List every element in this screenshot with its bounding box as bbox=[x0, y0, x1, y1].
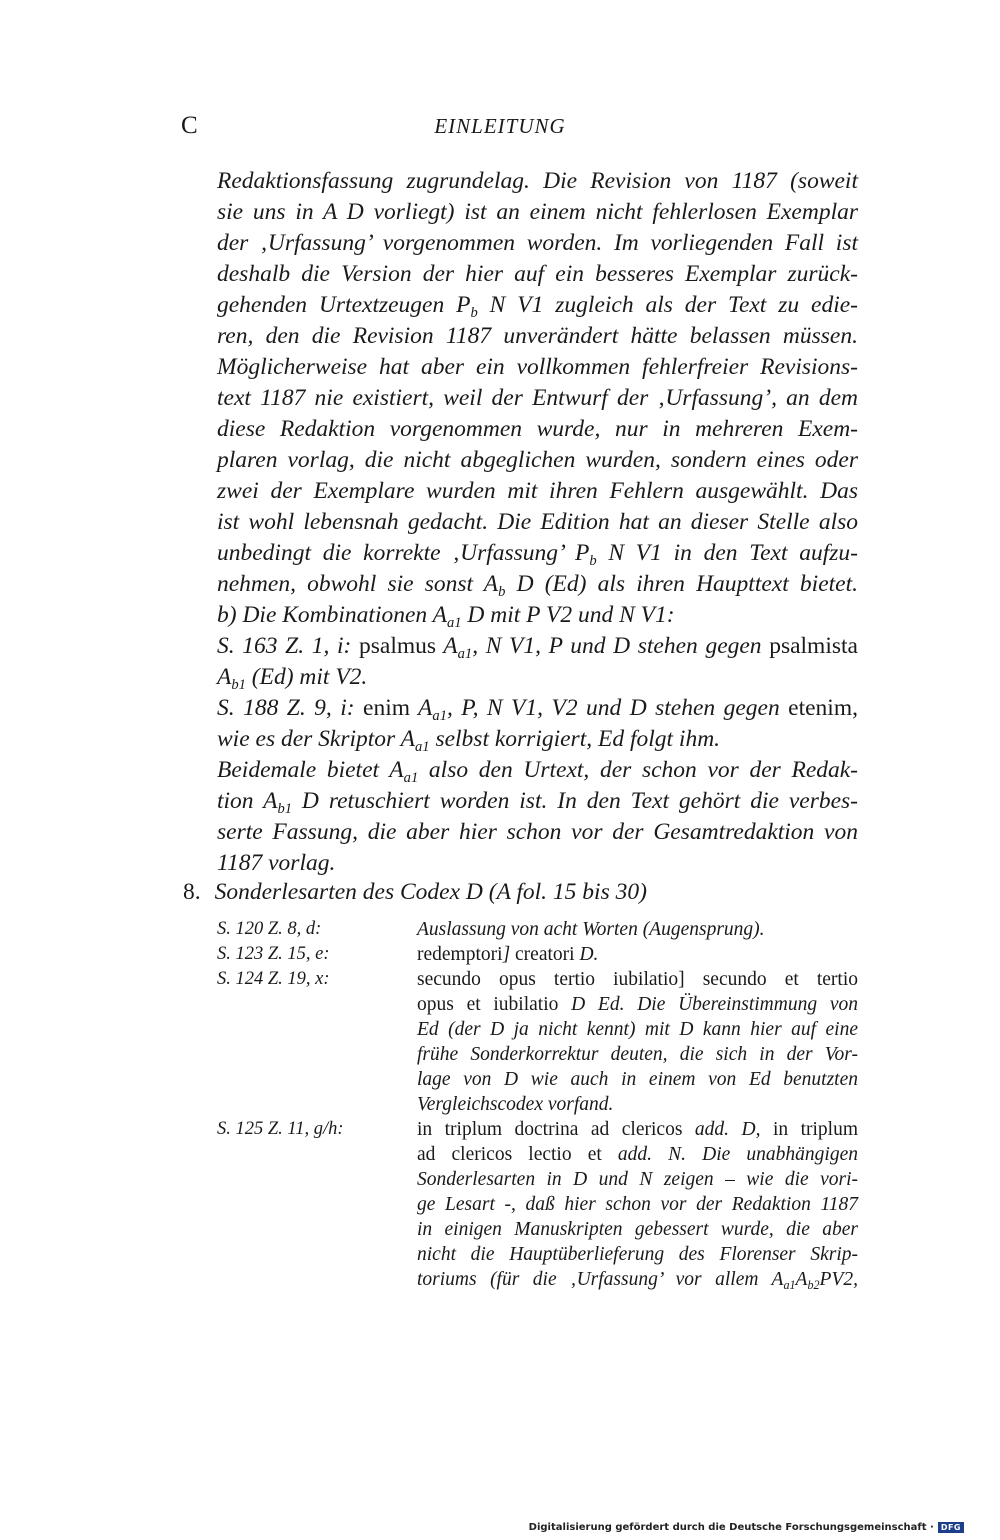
text-line: unbedingt die korrekte ‚Urfassung’ $P_b$ N V1 in den Text aufzu- bbox=[217, 540, 858, 570]
entry-text: in einigen Manuskripten gebessert wurde, die aber bbox=[417, 1219, 858, 1240]
text-line: zwei der Exemplare wurden mit ihren Fehlern ausgewählt. Das bbox=[217, 478, 858, 504]
digitization-footer bbox=[529, 1522, 964, 1533]
footer-text: Digitalisierung gefördert durch die Deutsche Forschungsgemeinschaft · bbox=[528, 1522, 934, 1533]
entry-text: Ed (der D ja nicht kennt) mit D kann hier auf eine bbox=[417, 1019, 858, 1040]
entry-reference: S. 123 Z. 15, e: bbox=[217, 944, 330, 964]
text-line: $A_{b1}$ (Ed) mit V2. bbox=[217, 664, 368, 694]
text-line: Möglicherweise hat aber ein vollkommen fehlerfreier Revisions- bbox=[217, 354, 858, 380]
text-line: ren, den die Revision 1187 unverändert hätte belassen müssen. bbox=[217, 323, 858, 349]
entry-text: redemptori] creatori D. bbox=[417, 944, 599, 965]
text-line: b) Die Kombinationen $A_{a1}$ D mit P V2 und N V1: bbox=[217, 602, 675, 632]
entry-text: opus et iubilatio D Ed. Die Übereinstimmung von bbox=[417, 994, 858, 1015]
text-line: plaren vorlag, die nicht abgeglichen wurden, sondern eines oder bbox=[217, 447, 858, 473]
text-line: sie uns in A D vorliegt) ist an einem nicht fehlerlosen Exemplar bbox=[217, 199, 858, 225]
text-line: ist wohl lebensnah gedacht. Die Edition hat an dieser Stelle also bbox=[217, 509, 858, 535]
text-line: serte Fassung, die aber hier schon vor der Gesamtredaktion von bbox=[217, 819, 858, 845]
text-line: S. 188 Z. 9, i: enim $A_{a1}$, P, N V1, V2 und D stehen gegen etenim, bbox=[217, 695, 858, 725]
text-line: nehmen, obwohl sie sonst $A_b$ D (Ed) als ihren Haupttext bietet. bbox=[217, 571, 858, 601]
entry-text: nicht die Hauptüberlieferung des Florenser Skrip- bbox=[417, 1244, 858, 1265]
entry-text: frühe Sonderkorrektur deuten, die sich in der Vor- bbox=[417, 1044, 858, 1065]
entry-text: in triplum doctrina ad clericos add. D, in triplum bbox=[417, 1119, 858, 1140]
entry-text: Vergleichscodex vorfand. bbox=[417, 1094, 614, 1115]
entry-text: toriums (für die ‚Urfassung’ vor allem $A_{a1}A_{b2}PV2$, bbox=[417, 1269, 858, 1293]
text-line: deshalb die Version der hier auf ein besseres Exemplar zurück- bbox=[217, 261, 858, 287]
entry-text: Sonderlesarten in D und N zeigen – wie die vori- bbox=[417, 1169, 858, 1190]
entry-text: Auslassung von acht Worten (Augensprung). bbox=[417, 919, 765, 940]
entry-text: secundo opus tertio iubilatio] secundo et tertio bbox=[417, 969, 858, 990]
text-line: wie es der Skriptor $A_{a1}$ selbst korrigiert, Ed folgt ihm. bbox=[217, 726, 721, 756]
entry-text: ge Lesart -, daß hier schon vor der Redaktion 1187 bbox=[417, 1194, 858, 1215]
text-line: gehenden Urtextzeugen $P_b$ N V1 zugleich als der Text zu edie- bbox=[217, 292, 859, 322]
section-heading bbox=[183, 877, 647, 908]
entry-reference: S. 125 Z. 11, g/h: bbox=[217, 1119, 344, 1139]
text-line: Beidemale bietet $A_{a1}$ also den Urtext, der schon vor der Redak- bbox=[217, 757, 859, 787]
page-number: C bbox=[181, 112, 199, 139]
entry-text: lage von D wie auch in einem von Ed benutzten bbox=[417, 1069, 858, 1090]
text-line: text 1187 nie existiert, weil der Entwurf der ‚Urfassung’, an dem bbox=[217, 385, 858, 411]
text-line: diese Redaktion vorgenommen wurde, nur in mehreren Exem- bbox=[217, 416, 858, 442]
entry-text: ad clericos lectio et add. N. Die unabhängigen bbox=[417, 1144, 858, 1165]
section-title: Sonderlesarten des Codex D (A fol. 15 bis 30) bbox=[214, 879, 647, 905]
entry-reference: S. 124 Z. 19, x: bbox=[217, 969, 330, 989]
text-line: 1187 vorlag. bbox=[217, 850, 336, 876]
text-line: S. 163 Z. 1, i: psalmus $A_{a1}$, N V1, P und D stehen gegen psalmista bbox=[217, 633, 858, 663]
text-line: Redaktionsfassung zugrundelag. Die Revision von 1187 (soweit bbox=[217, 168, 858, 194]
dfg-logo-icon: DFG bbox=[938, 1522, 964, 1533]
running-head: EINLEITUNG bbox=[434, 114, 566, 138]
section-number: 8. bbox=[183, 879, 201, 905]
entry-reference: S. 120 Z. 8, d: bbox=[217, 919, 322, 939]
text-line: der ‚Urfassung’ vorgenommen worden. Im vorliegenden Fall ist bbox=[217, 230, 858, 256]
text-line: tion $A_{b1}$ D retuschiert worden ist. In den Text gehört die verbes- bbox=[217, 788, 858, 818]
